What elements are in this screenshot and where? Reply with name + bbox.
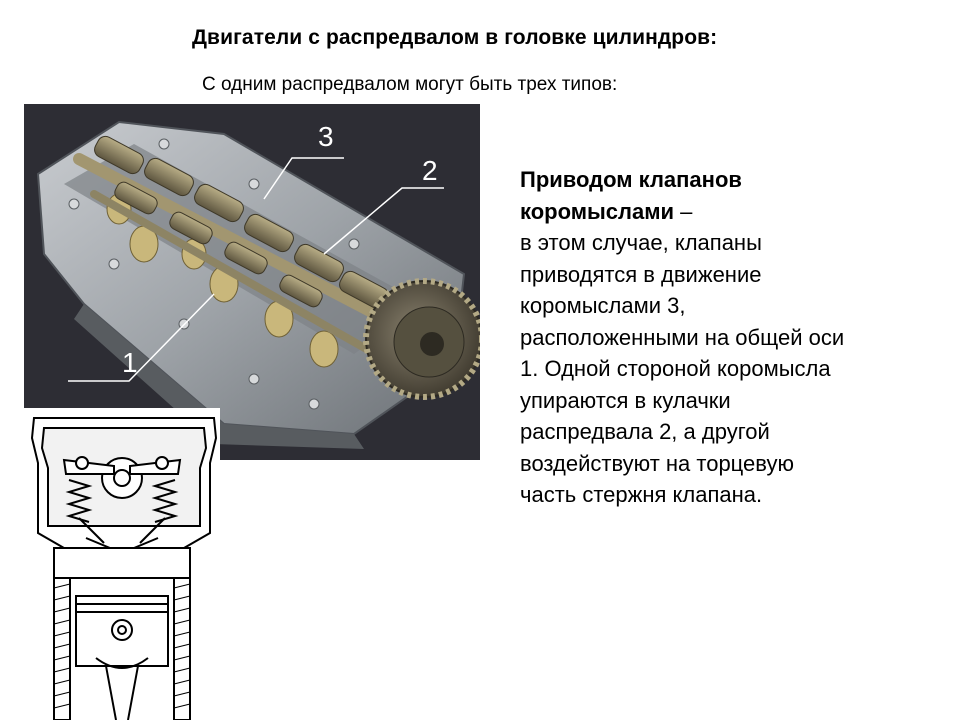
slide-title: Двигатели с распредвалом в головке цилиндров: bbox=[192, 26, 718, 49]
description-heading-line1: Приводом клапанов bbox=[520, 167, 742, 192]
description-line: приводятся в движение bbox=[520, 261, 762, 287]
description-line: в этом случае, клапаны bbox=[520, 230, 762, 255]
rocker-cross-section-diagram bbox=[24, 408, 220, 720]
description-line: воздействуют на торцевую bbox=[520, 450, 794, 476]
cylinder-head-photo bbox=[24, 104, 480, 460]
description-line: распредвала 2, а другой bbox=[520, 419, 770, 444]
description-line: упираются в кулачки bbox=[520, 387, 731, 413]
callout-1: 1 bbox=[122, 347, 138, 378]
description-heading-line2: коромыслами bbox=[520, 198, 675, 224]
description-line: расположенными на общей оси bbox=[520, 324, 845, 350]
description-dash: – bbox=[674, 198, 693, 224]
description-line: часть стержня клапана. bbox=[520, 482, 763, 507]
description-block bbox=[520, 164, 940, 511]
callout-3: 3 bbox=[318, 121, 334, 152]
description-line: 1. Одной стороной коромысла bbox=[520, 356, 831, 381]
slide-subtitle: С одним распредвалом могут быть трех типов: bbox=[202, 74, 618, 95]
callout-2: 2 bbox=[422, 155, 438, 186]
description-line: коромыслами 3, bbox=[520, 293, 686, 318]
